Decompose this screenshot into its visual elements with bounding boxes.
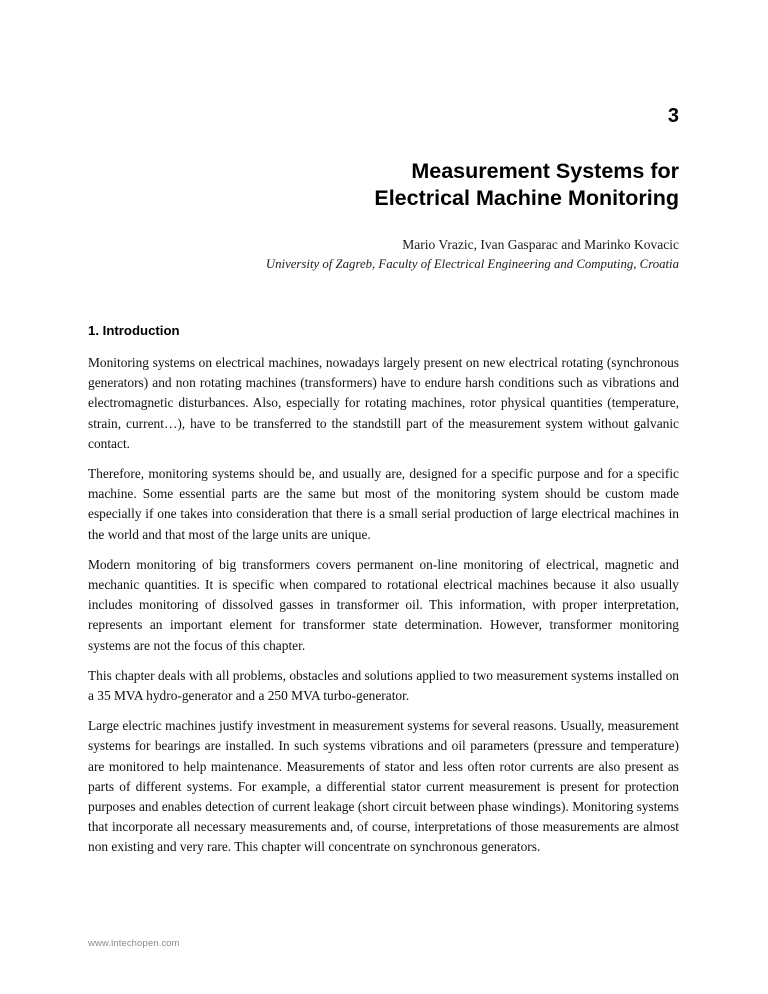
body-paragraph: Monitoring systems on electrical machines, nowadays largely present on new electrical rotating (synchronous generators) and non rotating machines (transformers) have to endure harsh conditions such as vibrations and electromagnetic disturbances. Also, especially for rotating machines, rotor physical quantities (temperature, strain, current…), have to be transferred to the standstill part of the measurement system without galvanic contact. [88,355,679,451]
page-title-line-1: Measurement Systems for [411,159,679,183]
body-paragraph: Modern monitoring of big transformers covers permanent on-line monitoring of electrical, magnetic and mechanic quantities. It is specific when compared to rotational electrical machines because it also usually includes monitoring of dissolved gasses in transformer oil. This information, with proper interpretation, represents an important element for transformer state determination. However, transformer monitoring systems are not the focus of this chapter. [88,556,679,653]
chapter-header [88,104,679,273]
author-list: Mario Vrazic, Ivan Gasparac and Marinko Kovacic [402,237,679,252]
affiliation: University of Zagreb, Faculty of Electrical Engineering and Computing, Croatia [265,257,679,271]
chapter-body [88,322,679,858]
footer-url[interactable]: www.intechopen.com [88,938,180,949]
body-paragraph: This chapter deals with all problems, obstacles and solutions applied to two measurement systems installed on a 35 MVA hydro-generator and a 250 MVA turbo-generator. [88,667,679,704]
page-title [88,158,679,212]
body-paragraph: Therefore, monitoring systems should be, and usually are, designed for a specific purpose and for a specific machine. Some essential parts are the same but most of the monitoring system should be custom made especially if one takes into consideration that there is a small serial production of large electrical machines in the world and that most of the large units are unique. [88,466,679,542]
body-paragraph: Large electric machines justify investment in measurement systems for several reasons. Usually, measurement systems for bearings are installed. In such systems vibrations and oil parameters (pressure and temperature) are monitored to help maintenance. Measurements of stator and less often rotor currents are also present as parts of different systems. For example, a differential stator current measurement is present for protection purposes and enables detection of current leakage (short circuit between phase windings). Monitoring systems that incorporate all necessary measurements and, of course, interpretations of those measurements are almost non existing and very rare. This chapter will concentrate on synchronous generators. [88,718,679,855]
page-title-line-2: Electrical Machine Monitoring [374,186,679,210]
chapter-number: 3 [667,105,679,127]
section-heading-introduction: 1. Introduction [88,323,180,338]
